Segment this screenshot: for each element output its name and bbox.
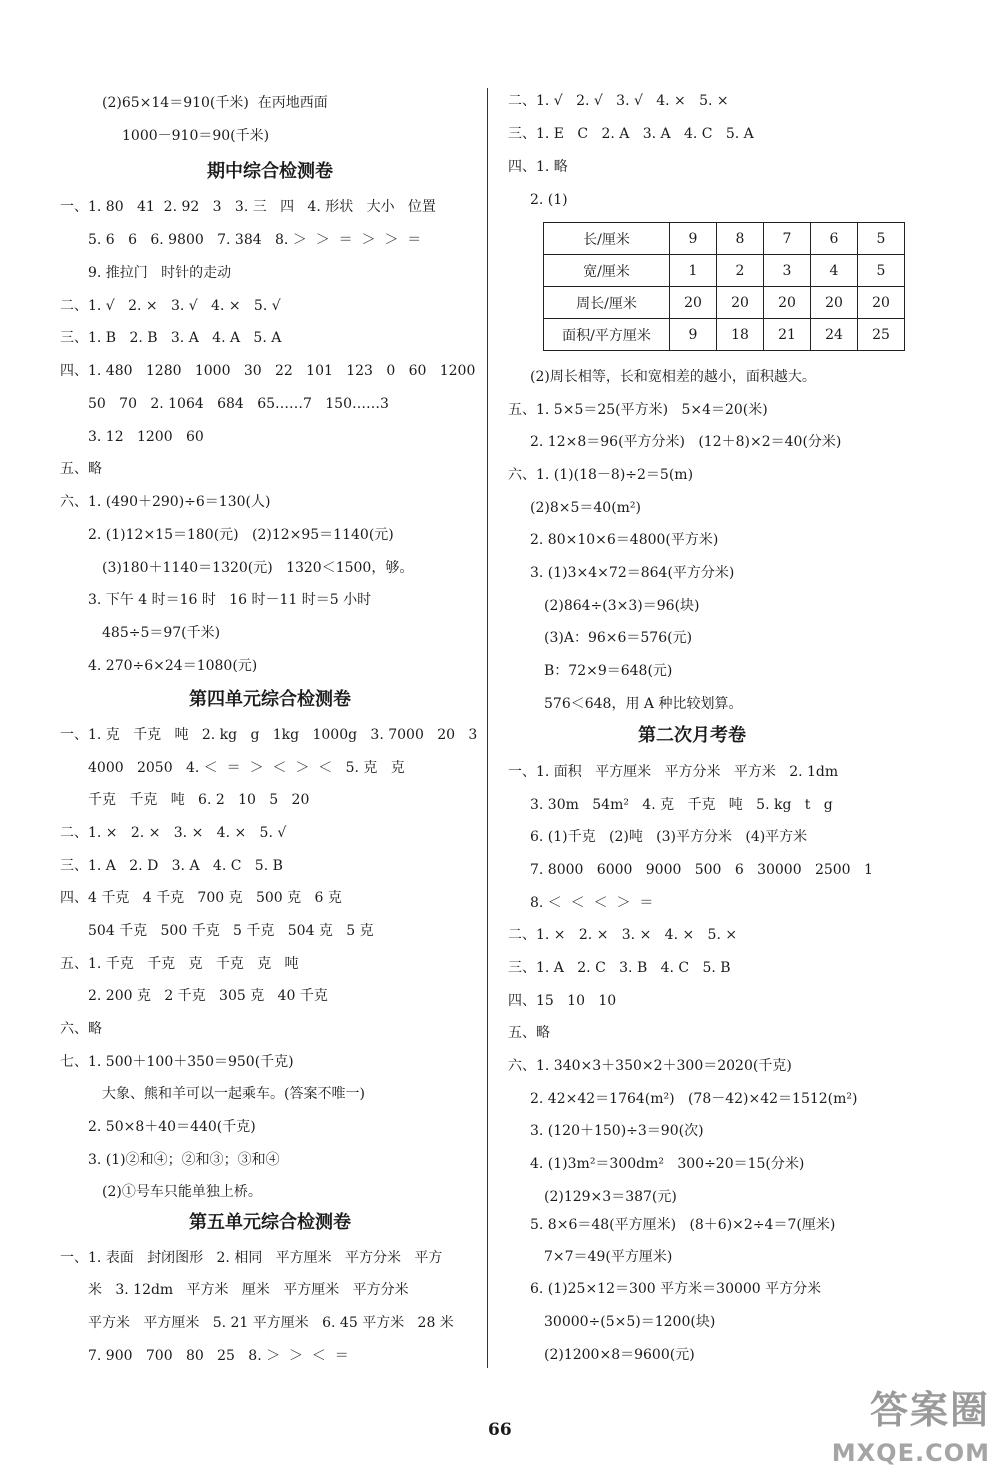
answer-line: 4. 270÷6×24＝1080(元): [88, 658, 258, 674]
table-cell: 8: [717, 223, 764, 255]
answer-line: 五、1. 5×5＝25(平方米) 5×4＝20(米): [508, 402, 768, 418]
answer-line: 5. 6 6 6. 9800 7. 384 8. ＞ ＞ ＝ ＞ ＞ ＝: [88, 232, 422, 248]
answer-line: 七、1. 500＋100＋350＝950(千克): [60, 1054, 294, 1070]
table-cell: 18: [717, 319, 764, 351]
answer-line: 三、1. A 2. C 3. B 4. C 5. B: [508, 960, 731, 976]
answer-line: 四、4 千克 4 千克 700 克 500 克 6 克: [60, 890, 342, 906]
answer-line: 1000－910＝90(千米): [122, 128, 270, 144]
answer-line: 2. 12×8＝96(平方分米) (12＋8)×2＝40(分米): [530, 434, 842, 450]
answer-line: 3. (120＋150)÷3＝90(次): [530, 1123, 704, 1139]
table-cell: 6: [811, 223, 858, 255]
answer-line: 7. 900 700 80 25 8. ＞ ＞ ＜ ＝: [88, 1348, 349, 1364]
answer-line: 二、1. √ 2. √ 3. √ 4. × 5. ×: [508, 93, 729, 109]
answer-line: 2. (1)12×15＝180(元) (2)12×95＝1140(元): [88, 527, 394, 543]
rectangle-table: [543, 222, 905, 351]
answer-line: 485÷5＝97(千米): [102, 625, 221, 641]
answer-line: (2)周长相等，长和宽相差的越小，面积越大。: [530, 369, 816, 385]
section-title-midterm: 期中综合检测卷: [207, 161, 333, 182]
answer-line: 4000 2050 4. ＜ ＝ ＞ ＜ ＞ ＜ 5. 克 克: [88, 760, 405, 776]
table-cell: 20: [717, 287, 764, 319]
answer-line: 3. (1)②和④；②和③；③和④: [88, 1152, 280, 1168]
answer-line: (2)8×5＝40(m²): [530, 500, 642, 516]
table-cell: 7: [764, 223, 811, 255]
answer-line: (2)①号车只能单独上桥。: [102, 1184, 262, 1200]
table-row: [544, 319, 905, 351]
answer-line: 504 千克 500 千克 5 千克 504 克 5 克: [88, 923, 374, 939]
table-cell: 5: [858, 255, 905, 287]
answer-line: 2. 50×8＋40＝440(千克): [88, 1119, 256, 1135]
table-cell: 20: [858, 287, 905, 319]
answer-line: 9. 推拉门 时针的走动: [88, 265, 232, 281]
table-header-cell: 长/厘米: [544, 223, 670, 255]
table-header-cell: 面积/平方厘米: [544, 319, 670, 351]
answer-line: 30000÷(5×5)＝1200(块): [544, 1314, 716, 1330]
answer-line: 五、略: [60, 461, 102, 477]
answer-line: 千克 千克 吨 6. 2 10 5 20: [88, 792, 310, 808]
answer-line: 二、1. √ 2. × 3. √ 4. × 5. √: [60, 298, 281, 314]
page-number: 66: [488, 1420, 512, 1440]
answer-line: (2)1200×8＝9600(元): [544, 1347, 695, 1363]
answer-line: 五、1. 千克 千克 克 千克 克 吨: [60, 956, 299, 972]
answer-line: 2. 42×42＝1764(m²) (78－42)×42＝1512(m²): [530, 1091, 858, 1107]
table-cell: 20: [811, 287, 858, 319]
answer-line: 米 3. 12dm 平方米 厘米 平方厘米 平方分米: [88, 1282, 409, 1298]
section-title-unit5: 第五单元综合检测卷: [189, 1212, 351, 1233]
answer-line: 四、1. 480 1280 1000 30 22 101 123 0 60 1200: [60, 363, 476, 379]
watermark-url: MXQE.COM: [831, 1439, 990, 1467]
table-cell: 20: [670, 287, 717, 319]
answer-line: 四、15 10 10: [508, 993, 617, 1009]
answer-line: 三、1. B 2. B 3. A 4. A 5. A: [60, 330, 282, 346]
answer-line: (3)180＋1140＝1320(元) 1320＜1500，够。: [102, 560, 414, 576]
answer-line: 大象、熊和羊可以一起乘车。(答案不唯一): [102, 1086, 365, 1102]
table-header-cell: 宽/厘米: [544, 255, 670, 287]
answer-line: 7×7＝49(平方厘米): [544, 1249, 673, 1265]
section-title-second-monthly: 第二次月考卷: [638, 725, 746, 746]
answer-line: 8. ＜ ＜ ＜ ＞ ＝: [530, 895, 654, 911]
table-header-cell: 周长/厘米: [544, 287, 670, 319]
section-title-unit4: 第四单元综合检测卷: [189, 689, 351, 710]
answer-line: 3. 30m 54m² 4. 克 千克 吨 5. kg t g: [530, 797, 833, 813]
table-cell: 3: [764, 255, 811, 287]
answer-line: 一、1. 表面 封闭图形 2. 相同 平方厘米 平方分米 平方: [60, 1250, 443, 1266]
answer-line: (2)65×14＝910(千米) 在丙地西面: [102, 95, 328, 111]
answer-line: 3. 下午 4 时＝16 时 16 时－11 时＝5 小时: [88, 592, 372, 608]
table-row: [544, 287, 905, 319]
answer-line: 六、1. (1)(18－8)÷2＝5(m): [508, 467, 694, 483]
answer-line: 五、略: [508, 1025, 550, 1041]
answer-line: 一、1. 克 千克 吨 2. kg g 1kg 1000g 3. 7000 20 3: [60, 727, 478, 743]
table-cell: 4: [811, 255, 858, 287]
answer-line: (2)864÷(3×3)＝96(块): [544, 598, 700, 614]
table-cell: 1: [670, 255, 717, 287]
answer-line: 三、1. E C 2. A 3. A 4. C 5. A: [508, 126, 754, 142]
answer-line: 二、1. × 2. × 3. × 4. × 5. √: [60, 825, 287, 841]
answer-line: 6. (1)千克 (2)吨 (3)平方分米 (4)平方米: [530, 829, 808, 845]
answer-line: 2. 80×10×6＝4800(平方米): [530, 532, 719, 548]
answer-line: (3)A：96×6＝576(元): [544, 630, 693, 646]
answer-line: 4. (1)3m²＝300dm² 300÷20＝15(分米): [530, 1156, 805, 1172]
table-cell: 5: [858, 223, 905, 255]
watermark-mark: 答案圈: [869, 1388, 990, 1432]
table-cell: 9: [670, 319, 717, 351]
watermark-logo: [805, 1375, 990, 1467]
answer-line: 6. (1)25×12＝300 平方米＝30000 平方分米: [530, 1281, 822, 1297]
answer-line: 50 70 2. 1064 684 65……7 150……3: [88, 396, 389, 412]
table-cell: 2: [717, 255, 764, 287]
table-cell: 20: [764, 287, 811, 319]
answer-line: 3. (1)3×4×72＝864(平方分米): [530, 565, 735, 581]
table-cell: 9: [670, 223, 717, 255]
answer-line: 一、1. 80 41 2. 92 3 3. 三 四 4. 形状 大小 位置: [60, 199, 436, 215]
answer-line: (2)129×3＝387(元): [544, 1189, 677, 1205]
table-cell: 24: [811, 319, 858, 351]
table-row: [544, 223, 905, 255]
answer-line: 3. 12 1200 60: [88, 429, 204, 445]
answer-line: 2. 200 克 2 千克 305 克 40 千克: [88, 988, 328, 1004]
answer-line: 二、1. × 2. × 3. × 4. × 5. ×: [508, 927, 738, 943]
answer-line: B：72×9＝648(元): [544, 663, 673, 679]
answer-line: 四、1. 略: [508, 159, 568, 175]
answer-line: 576＜648，用 A 种比较划算。: [544, 696, 743, 712]
answer-line: 7. 8000 6000 9000 500 6 30000 2500 1: [530, 862, 873, 878]
column-divider: [487, 88, 488, 1368]
answer-line: 平方米 平方厘米 5. 21 平方厘米 6. 45 平方米 28 米: [88, 1315, 454, 1331]
answer-line: 六、略: [60, 1021, 102, 1037]
table-row: [544, 255, 905, 287]
answer-line: 六、1. 340×3＋350×2＋300＝2020(千克): [508, 1058, 792, 1074]
answer-line: 一、1. 面积 平方厘米 平方分米 平方米 2. 1dm: [508, 764, 839, 780]
answer-line: 六、1. (490＋290)÷6＝130(人): [60, 494, 271, 510]
answer-line: 2. (1): [530, 192, 568, 208]
answer-line: 三、1. A 2. D 3. A 4. C 5. B: [60, 858, 283, 874]
table-cell: 21: [764, 319, 811, 351]
answer-line: 5. 8×6＝48(平方厘米) (8＋6)×2÷4＝7(厘米): [530, 1217, 836, 1233]
table-cell: 25: [858, 319, 905, 351]
